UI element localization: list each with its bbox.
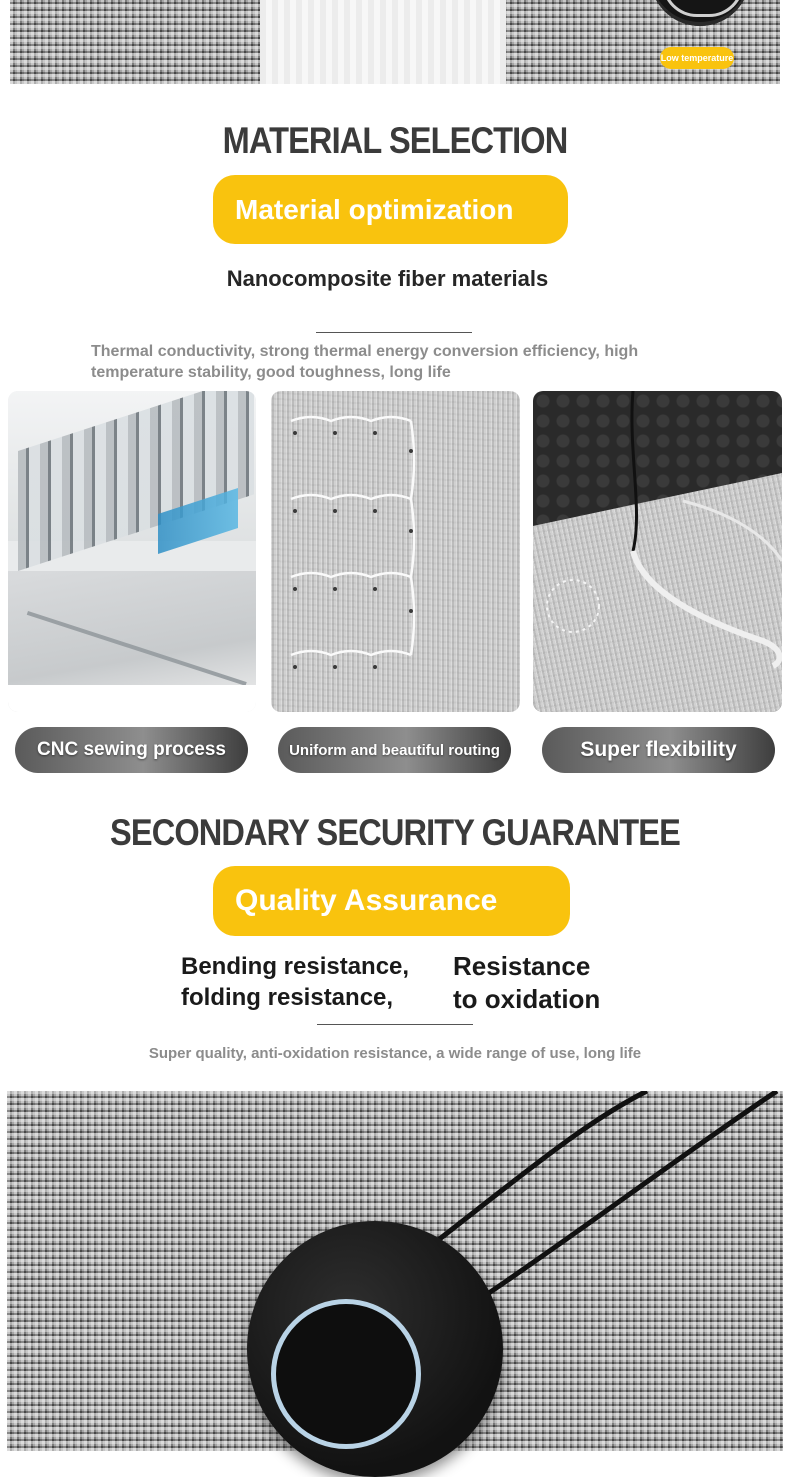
security-description: Super quality, anti-oxidation resistance, a wide range of use, long life xyxy=(148,1045,642,1062)
quality-assurance-pill: Quality Assurance xyxy=(213,866,570,936)
routing-caption: Uniform and beautiful routing xyxy=(278,727,511,773)
oxidation-resistance-text xyxy=(453,950,600,1016)
top-banner-image xyxy=(10,0,780,84)
stitch-lines-graphic xyxy=(271,391,520,712)
cnc-sewing-image xyxy=(8,391,256,712)
to-oxidation-line: to oxidation xyxy=(453,984,601,1014)
flexibility-image xyxy=(533,391,782,712)
nanocomposite-subheading: Nanocomposite fiber materials xyxy=(226,266,549,291)
low-temperature-badge: Low temperature xyxy=(660,47,734,69)
bending-line: Bending resistance, xyxy=(181,953,410,980)
controller-on-fabric-image xyxy=(7,1091,783,1451)
routing-stitch-image xyxy=(271,391,520,712)
material-description: Thermal conductivity, strong thermal energy conversion efficiency, high temperature stability, good toughness, long life xyxy=(91,343,639,381)
flexibility-caption: Super flexibility xyxy=(542,727,775,773)
bending-resistance-text xyxy=(181,951,409,1013)
security-divider xyxy=(317,1024,473,1025)
folding-line: folding resistance, xyxy=(181,984,394,1011)
material-selection-heading: MATERIAL SELECTION xyxy=(222,120,568,161)
material-divider xyxy=(316,332,472,333)
white-pad-image xyxy=(260,0,506,84)
material-optimization-pill: Material optimization xyxy=(213,175,568,244)
wire-graphic xyxy=(533,391,782,712)
cnc-sewing-caption: CNC sewing process xyxy=(15,727,248,773)
controller-knob-image xyxy=(650,0,750,26)
security-guarantee-heading: SECONDARY SECURITY GUARANTEE xyxy=(110,812,680,853)
resistance-line: Resistance xyxy=(453,951,591,981)
round-controller-icon xyxy=(247,1221,503,1477)
